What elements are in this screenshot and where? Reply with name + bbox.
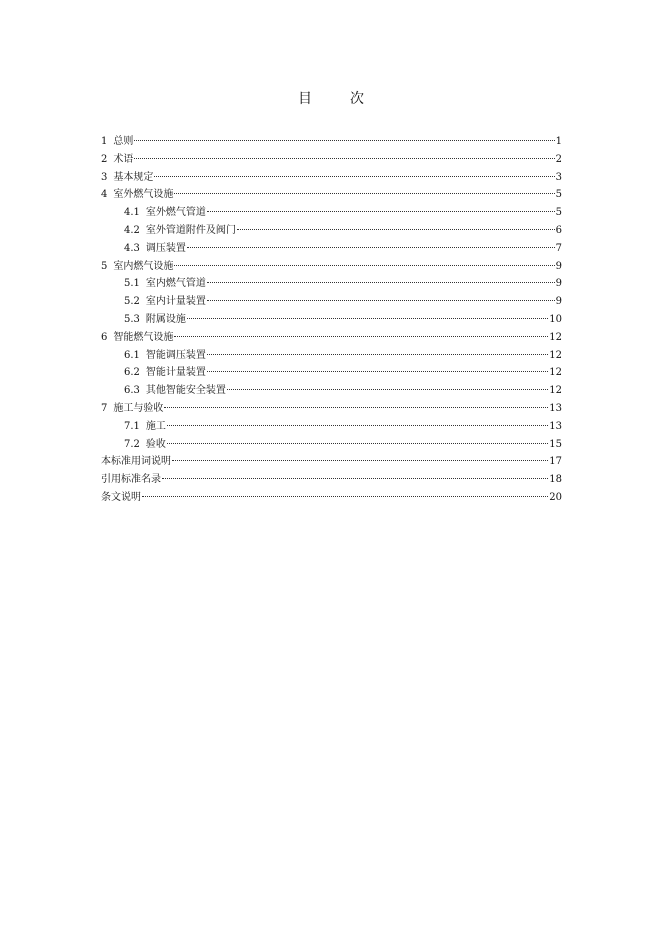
toc-entry-number: 2 <box>101 153 108 165</box>
toc-entry-page: 10 <box>549 313 562 325</box>
toc-entry-title: 术语 <box>113 153 134 165</box>
toc-entry-page: 20 <box>549 491 562 503</box>
toc-entry-title: 基本规定 <box>113 171 154 183</box>
toc-entry[interactable] <box>101 275 562 293</box>
toc-entry[interactable] <box>101 329 562 347</box>
page-title <box>0 88 662 108</box>
toc-entry-page: 2 <box>555 153 562 165</box>
toc-dot-leader <box>154 176 554 177</box>
toc-entry[interactable] <box>101 436 562 454</box>
toc-entry-number: 6.2 <box>124 367 140 379</box>
toc-entry-title: 总则 <box>113 136 134 147</box>
toc-entry-page: 18 <box>549 474 562 486</box>
toc-entry-page: 1 <box>555 136 562 147</box>
toc-dot-leader <box>207 371 548 372</box>
toc-dot-leader <box>187 318 548 319</box>
toc-dot-leader <box>207 282 555 283</box>
toc-entry[interactable] <box>101 240 562 258</box>
toc-entry-number: 6 <box>101 331 108 343</box>
toc-entry[interactable] <box>101 489 562 507</box>
toc-entry-number: 5.2 <box>124 296 140 308</box>
toc-entry-page: 9 <box>555 278 562 290</box>
toc-entry[interactable] <box>101 222 562 240</box>
toc-entry-title: 智能调压装置 <box>145 349 206 361</box>
toc-entry-page: 12 <box>549 349 562 361</box>
toc-dot-leader <box>174 193 554 194</box>
toc-entry-number: 3 <box>101 171 108 183</box>
page-title-right: 次 <box>350 91 364 107</box>
toc-entry-title: 室外管道附件及阀门 <box>145 224 236 236</box>
toc-dot-leader <box>207 354 548 355</box>
table-of-contents <box>101 133 562 507</box>
toc-entry-title: 验收 <box>145 438 166 450</box>
toc-entry[interactable] <box>101 311 562 329</box>
toc-entry-title: 调压装置 <box>145 242 186 254</box>
toc-entry[interactable] <box>101 133 562 151</box>
toc-dot-leader <box>207 300 555 301</box>
toc-entry-page: 12 <box>549 367 562 379</box>
toc-entry[interactable] <box>101 418 562 436</box>
toc-entry[interactable] <box>101 186 562 204</box>
toc-dot-leader <box>162 478 548 479</box>
toc-entry-number: 7.2 <box>124 438 140 450</box>
toc-entry-number: 6.3 <box>124 385 140 397</box>
toc-entry-page: 13 <box>549 402 562 414</box>
toc-entry-title: 智能计量装置 <box>145 367 206 379</box>
toc-entry-page: 13 <box>549 420 562 432</box>
toc-entry-number: 5 <box>101 260 108 272</box>
toc-dot-leader <box>142 496 548 497</box>
toc-dot-leader <box>174 336 548 337</box>
toc-dot-leader <box>134 158 554 159</box>
toc-entry-page: 7 <box>555 242 562 254</box>
toc-dot-leader <box>172 460 548 461</box>
toc-entry-title: 室外燃气管道 <box>145 207 206 219</box>
toc-entry-title: 其他智能安全装置 <box>145 385 226 397</box>
toc-entry[interactable] <box>101 204 562 222</box>
toc-entry-title: 室内燃气设施 <box>113 260 174 272</box>
toc-entry-page: 5 <box>555 189 562 201</box>
toc-entry-title: 施工与验收 <box>113 402 164 414</box>
toc-entry[interactable] <box>101 347 562 365</box>
toc-entry-page: 12 <box>549 385 562 397</box>
toc-entry[interactable] <box>101 471 562 489</box>
toc-entry[interactable] <box>101 382 562 400</box>
toc-entry-page: 15 <box>549 438 562 450</box>
toc-dot-leader <box>237 229 555 230</box>
toc-entry-number: 7 <box>101 402 108 414</box>
toc-entry-title: 条文说明 <box>101 491 141 503</box>
toc-entry-number: 4.2 <box>124 224 140 236</box>
toc-dot-leader <box>167 443 548 444</box>
toc-dot-leader <box>187 247 555 248</box>
toc-entry-title: 室内燃气管道 <box>145 278 206 290</box>
toc-entry-title: 智能燃气设施 <box>113 331 174 343</box>
toc-entry-page: 9 <box>555 296 562 308</box>
toc-entry-title: 室内计量装置 <box>145 296 206 308</box>
toc-entry-number: 5.1 <box>124 278 140 290</box>
toc-entry[interactable] <box>101 151 562 169</box>
page-title-left: 目 <box>298 91 312 107</box>
toc-dot-leader <box>207 211 555 212</box>
toc-entry-title: 室外燃气设施 <box>113 189 174 201</box>
toc-entry-title: 附属设施 <box>145 313 186 325</box>
toc-entry-number: 1 <box>101 136 108 147</box>
toc-dot-leader <box>227 389 548 390</box>
toc-entry[interactable] <box>101 364 562 382</box>
toc-entry[interactable] <box>101 400 562 418</box>
toc-entry-number: 4.3 <box>124 242 140 254</box>
toc-entry-page: 17 <box>549 456 562 468</box>
toc-dot-leader <box>164 407 548 408</box>
toc-entry[interactable] <box>101 293 562 311</box>
toc-entry[interactable] <box>101 169 562 187</box>
toc-entry-number: 7.1 <box>124 420 140 432</box>
toc-entry-page: 5 <box>555 207 562 219</box>
toc-entry-page: 6 <box>555 224 562 236</box>
toc-entry-page: 9 <box>555 260 562 272</box>
toc-entry-number: 6.1 <box>124 349 140 361</box>
toc-entry-number: 4.1 <box>124 207 140 219</box>
toc-entry-page: 12 <box>549 331 562 343</box>
toc-entry-number: 4 <box>101 189 108 201</box>
toc-entry[interactable] <box>101 258 562 276</box>
toc-dot-leader <box>134 140 554 141</box>
toc-entry-number: 5.3 <box>124 313 140 325</box>
toc-entry-title: 本标准用词说明 <box>101 456 171 468</box>
toc-dot-leader <box>167 425 548 426</box>
toc-entry-page: 3 <box>555 171 562 183</box>
toc-entry-title: 施工 <box>145 420 166 432</box>
toc-entry[interactable] <box>101 453 562 471</box>
toc-dot-leader <box>174 265 554 266</box>
toc-entry-title: 引用标准名录 <box>101 474 161 486</box>
